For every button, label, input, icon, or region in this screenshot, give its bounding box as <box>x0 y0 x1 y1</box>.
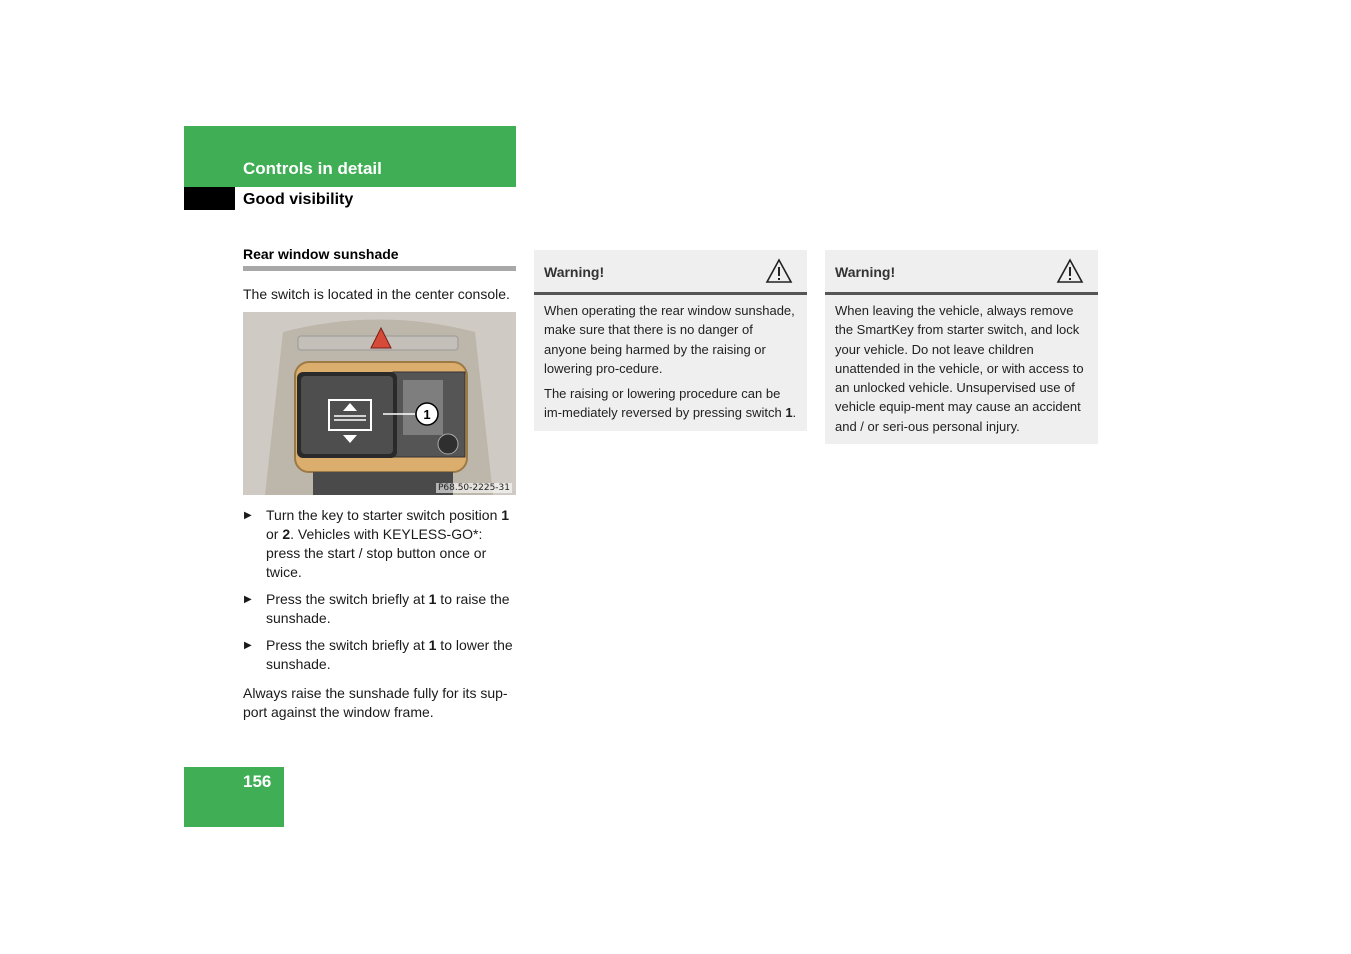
warning-title: Warning! <box>544 264 605 280</box>
triangle-bullet-icon: ▶ <box>244 594 252 605</box>
console-illustration <box>243 312 516 495</box>
section-marker <box>184 187 235 210</box>
warning-body <box>534 295 807 431</box>
triangle-bullet-icon: ▶ <box>244 640 252 651</box>
intro-text: The switch is located in the center console. <box>243 286 510 302</box>
figure-code: P68.50-2225-31 <box>437 483 510 493</box>
console-figure <box>243 312 516 495</box>
warning-paragraph: When operating the rear window sunshade, make sure that there is no danger of anyone being harmed by the raising or lowering pro-cedure. <box>544 303 795 376</box>
warning-title: Warning! <box>835 264 896 280</box>
list-item: ▶ Press the switch briefly at 1 to raise the sunshade. <box>244 591 510 626</box>
warning-box-sunshade <box>534 250 807 431</box>
section-title: Good visibility <box>243 191 354 208</box>
page-number: 156 <box>243 772 272 791</box>
warning-header <box>534 250 807 295</box>
warning-header <box>825 250 1098 295</box>
instruction-list <box>243 506 516 674</box>
warning-box-smartkey <box>825 250 1098 444</box>
warning-body <box>825 295 1098 444</box>
list-item: ▶ Turn the key to starter switch position 1 or 2. Vehicles with KEYLESS-GO*: press the start / stop button once or twice. <box>244 507 510 580</box>
note-text: Always raise the sunshade fully for its sup-port against the window frame. <box>243 685 508 720</box>
warning-paragraph: When leaving the vehicle, always remove the SmartKey from starter switch, and lock your vehicle. Do not leave children unattended in the vehicle, or with access to an unlocked vehicle. Unsupervised use of vehicle equip-ment may cause an accident and / or seri-ous personal injury. <box>835 303 1084 434</box>
list-item: ▶ Press the switch briefly at 1 to lower the sunshade. <box>244 637 513 672</box>
callout-1: 1 <box>423 407 431 422</box>
left-column <box>243 246 516 722</box>
subheading: Rear window sunshade <box>243 246 516 271</box>
triangle-bullet-icon: ▶ <box>244 510 252 521</box>
warning-paragraph: The raising or lowering procedure can be im-mediately reversed by pressing switch 1. <box>544 386 797 421</box>
warning-triangle-icon <box>1056 258 1084 284</box>
warning-triangle-icon <box>765 258 793 284</box>
chapter-title: Controls in detail <box>243 159 382 178</box>
